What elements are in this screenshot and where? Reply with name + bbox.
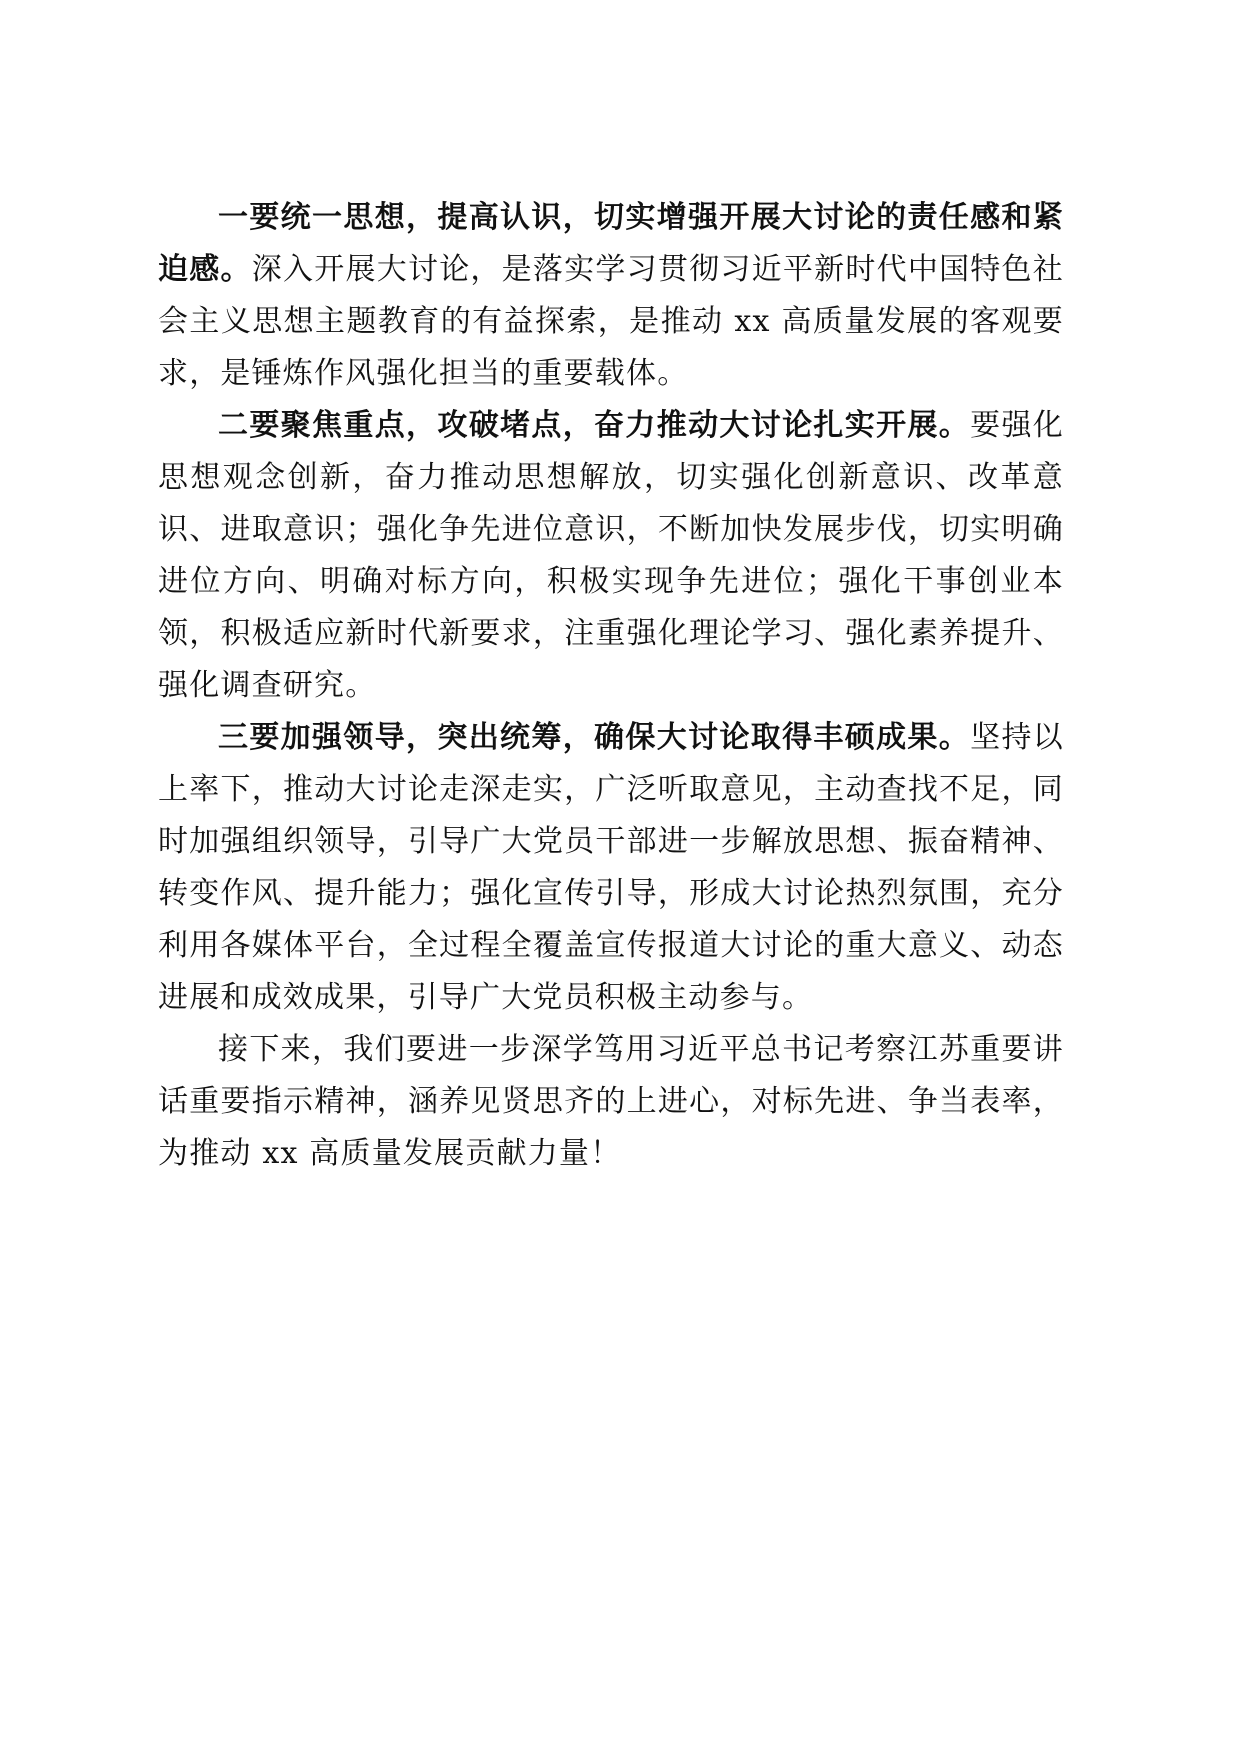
paragraph-1-lead: 一要统一思想，提高认识，切实增强开展大讨论的责任感和紧迫感。	[158, 200, 1064, 287]
paragraph-4-body: 接下来，我们要进一步深学笃用习近平总书记考察江苏重要讲话重要指示精神，涵养见贤思齐的上进心，对标先进、争当表率，为推动 xx 高质量发展贡献力量！	[158, 1032, 1064, 1171]
paragraph-1	[158, 192, 1064, 400]
paragraph-3-body: 坚持以上率下，推动大讨论走深走实，广泛听取意见，主动查找不足，同时加强组织领导，引导广大党员干部进一步解放思想、振奋精神、转变作风、提升能力；强化宣传引导，形成大讨论热烈氛围，充分利用各媒体平台，全过程全覆盖宣传报道大讨论的重大意义、动态进展和成效成果，引导广大党员积极主动参与。	[158, 720, 1064, 1015]
paragraph-2-body: 要强化思想观念创新，奋力推动思想解放，切实强化创新意识、改革意识、进取意识；强化争先进位意识，不断加快发展步伐，切实明确进位方向、明确对标方向，积极实现争先进位；强化干事创业本领，积极适应新时代新要求，注重强化理论学习、强化素养提升、强化调查研究。	[158, 408, 1064, 703]
paragraph-1-body: 深入开展大讨论，是落实学习贯彻习近平新时代中国特色社会主义思想主题教育的有益探索，是推动 xx 高质量发展的客观要求，是锤炼作风强化担当的重要载体。	[158, 252, 1064, 391]
document-body	[158, 192, 1064, 1180]
paragraph-4	[158, 1024, 1064, 1180]
paragraph-3	[158, 712, 1064, 1024]
paragraph-2	[158, 400, 1064, 712]
paragraph-2-lead: 二要聚焦重点，攻破堵点，奋力推动大讨论扎实开展。	[218, 408, 971, 443]
paragraph-3-lead: 三要加强领导，突出统筹，确保大讨论取得丰硕成果。	[218, 720, 971, 755]
